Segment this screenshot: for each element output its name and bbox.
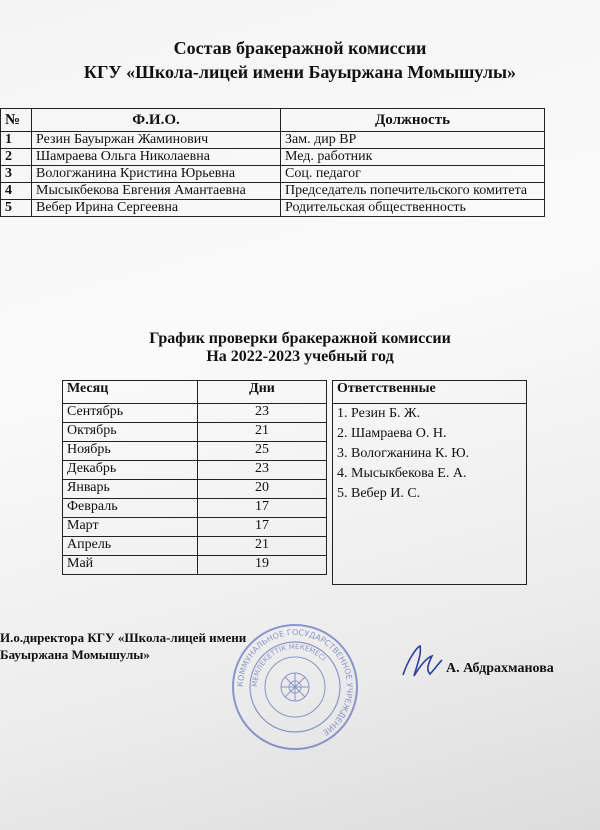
list-item: 3. Вологжанина К. Ю. xyxy=(337,446,470,461)
member-position: Соц. педагог xyxy=(281,166,545,183)
list-item: 5. Вебер И. С. xyxy=(337,486,421,501)
doc-title-line2: КГУ «Школа-лицей имени Бауыржана Момышулы» xyxy=(83,62,517,82)
col-header-responsible: Ответственные xyxy=(333,381,527,404)
schedule-table xyxy=(62,380,327,575)
signatory-name: А. Абдрахманова xyxy=(446,661,554,676)
table-row xyxy=(63,499,327,518)
schedule-title-line1: График проверки бракеражной комиссии xyxy=(149,330,451,347)
row-num: 2 xyxy=(1,149,32,166)
member-name: Вебер Ирина Сергеевна xyxy=(32,200,281,217)
month-cell: Ноябрь xyxy=(63,442,198,461)
month-cell: Октябрь xyxy=(63,423,198,442)
list-item: 2. Шамраева О. Н. xyxy=(337,426,447,441)
members-header-row xyxy=(1,109,545,132)
table-row xyxy=(63,423,327,442)
col-header-position: Должность xyxy=(281,109,545,132)
row-num: 3 xyxy=(1,166,32,183)
month-cell: Апрель xyxy=(63,537,198,556)
table-row xyxy=(1,183,545,200)
row-num: 4 xyxy=(1,183,32,200)
table-row xyxy=(1,200,545,217)
stamp-outer-text: КОММУНАЛЬНОЕ ГОСУДАРСТВЕННОЕ УЧРЕЖДЕНИЕ xyxy=(235,627,355,738)
table-row xyxy=(63,518,327,537)
responsible-header-row xyxy=(333,381,527,404)
days-cell: 17 xyxy=(198,518,327,537)
month-cell: Декабрь xyxy=(63,461,198,480)
days-cell: 21 xyxy=(198,537,327,556)
members-table xyxy=(0,108,545,217)
col-header-name: Ф.И.О. xyxy=(32,109,281,132)
table-row xyxy=(63,480,327,499)
days-cell: 20 xyxy=(198,480,327,499)
member-name: Мысыкбекова Евгения Амантаевна xyxy=(32,183,281,200)
responsible-list xyxy=(333,404,527,585)
days-cell: 19 xyxy=(198,556,327,575)
doc-title-line1: Состав бракеражной комиссии xyxy=(173,38,427,58)
month-cell: Март xyxy=(63,518,198,537)
month-cell: Сентябрь xyxy=(63,404,198,423)
col-header-days: Дни xyxy=(198,381,327,404)
stamp-inner-text: МЕМЛЕКЕТТІК МЕКЕМЕСІ xyxy=(250,642,328,688)
table-row xyxy=(63,404,327,423)
member-position: Зам. дир ВР xyxy=(281,132,545,149)
days-cell: 23 xyxy=(198,461,327,480)
table-row xyxy=(1,132,545,149)
official-stamp xyxy=(230,622,360,752)
table-row xyxy=(63,442,327,461)
member-position: Родительская общественность xyxy=(281,200,545,217)
days-cell: 23 xyxy=(198,404,327,423)
schedule-header-row xyxy=(63,381,327,404)
signatory-title-line2: Бауыржана Момышулы» xyxy=(0,647,150,662)
days-cell: 17 xyxy=(198,499,327,518)
table-row xyxy=(63,556,327,575)
table-row xyxy=(1,166,545,183)
table-row xyxy=(63,461,327,480)
emblem-icon xyxy=(281,673,309,701)
member-name: Шамраева Ольга Николаевна xyxy=(32,149,281,166)
signatory-title-line1: И.о.директора КГУ «Школа-лицей имени xyxy=(0,630,247,645)
month-cell: Февраль xyxy=(63,499,198,518)
list-item: 4. Мысыкбекова Е. А. xyxy=(337,466,467,481)
table-row xyxy=(1,149,545,166)
member-position: Мед. работник xyxy=(281,149,545,166)
table-row xyxy=(63,537,327,556)
col-header-num: № xyxy=(1,109,32,132)
list-item: 1. Резин Б. Ж. xyxy=(337,406,421,421)
month-cell: Январь xyxy=(63,480,198,499)
member-position: Председатель попечительского комитета xyxy=(281,183,545,200)
days-cell: 25 xyxy=(198,442,327,461)
row-num: 1 xyxy=(1,132,32,149)
schedule-title-line2: На 2022-2023 учебный год xyxy=(206,348,394,365)
responsible-table xyxy=(332,380,527,585)
responsible-body-row xyxy=(333,404,527,585)
handwritten-signature-icon xyxy=(398,640,448,685)
member-name: Резин Бауыржан Жаминович xyxy=(32,132,281,149)
row-num: 5 xyxy=(1,200,32,217)
member-name: Вологжанина Кристина Юрьевна xyxy=(32,166,281,183)
col-header-month: Месяц xyxy=(63,381,198,404)
month-cell: Май xyxy=(63,556,198,575)
days-cell: 21 xyxy=(198,423,327,442)
